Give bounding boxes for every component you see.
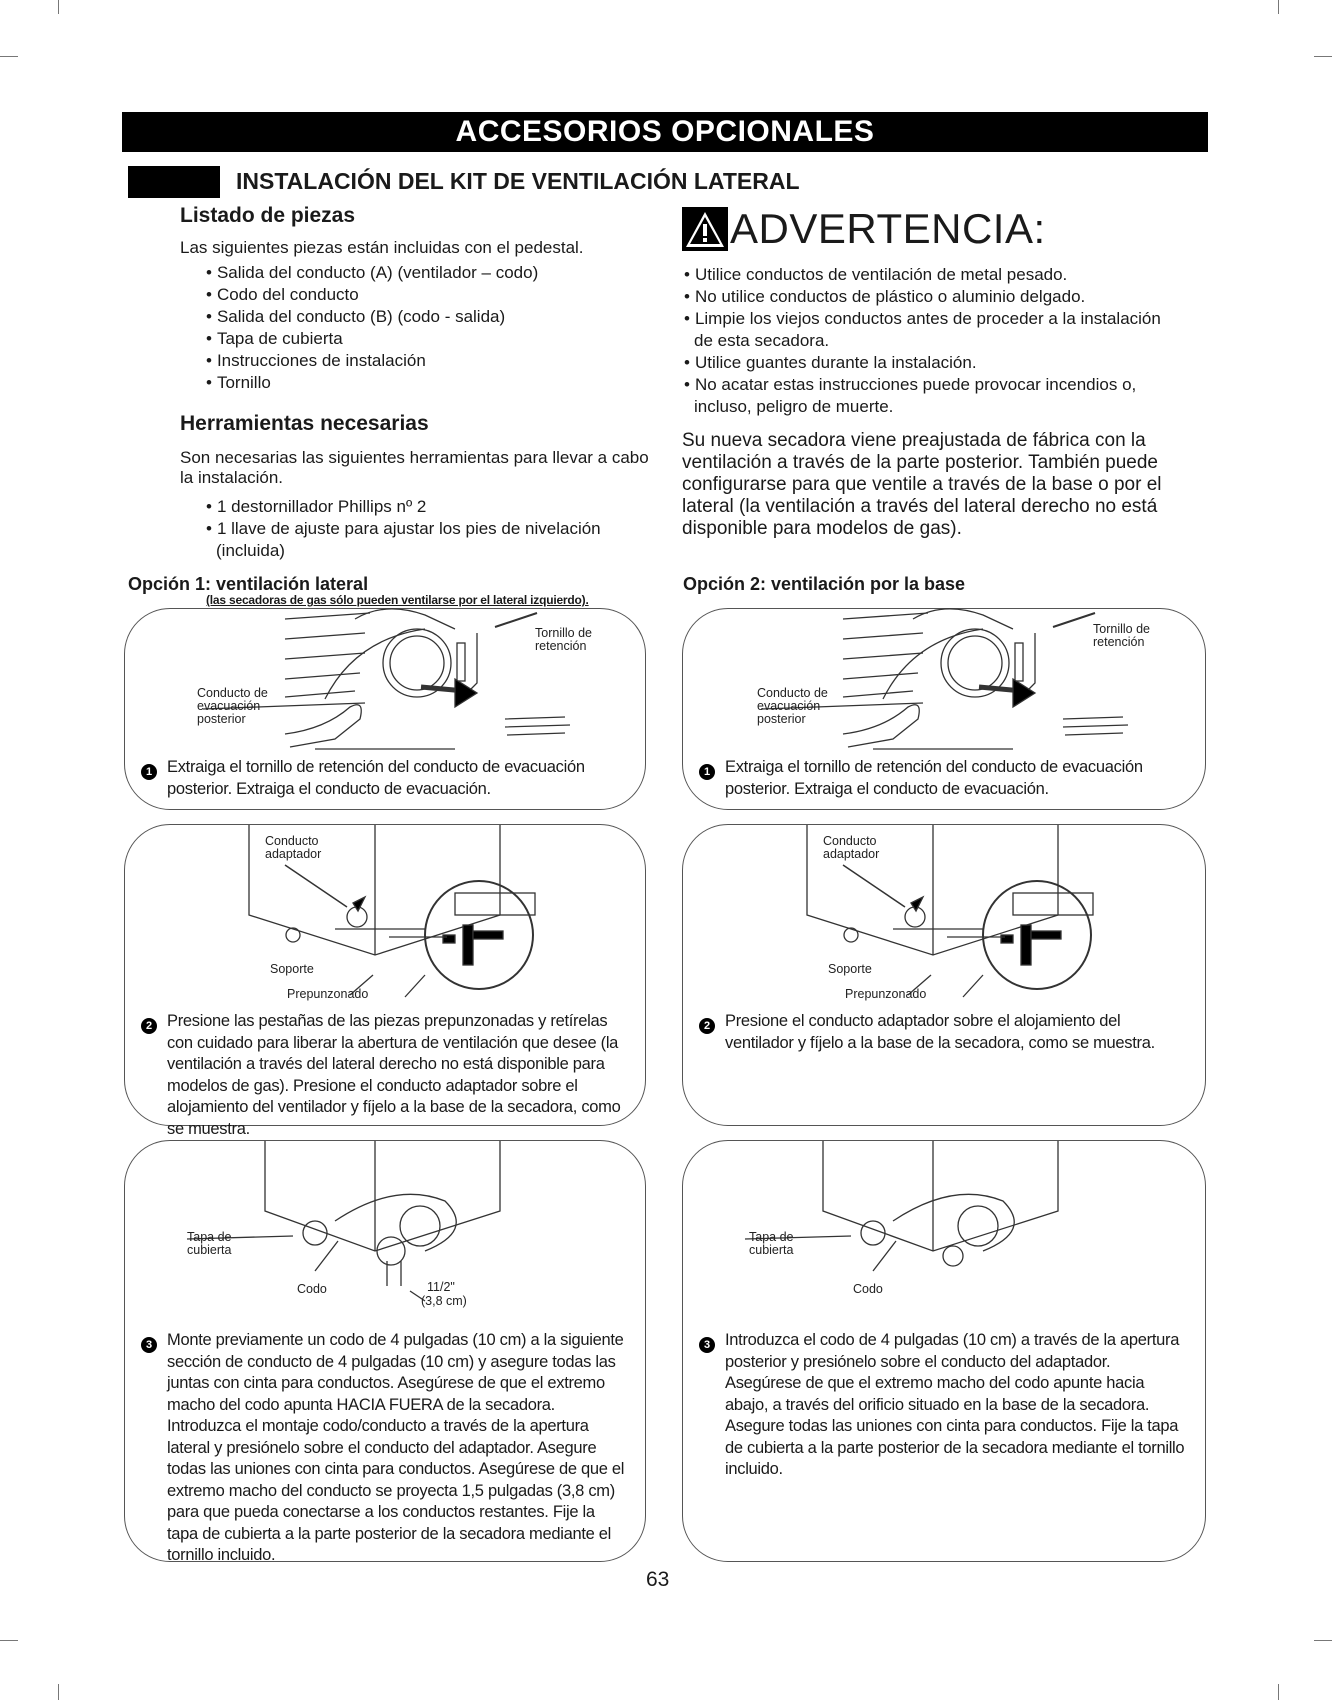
option1-step2-panel xyxy=(124,824,646,1138)
warning-section xyxy=(682,206,1202,540)
step-number: 2 xyxy=(141,1018,157,1034)
list-item: • Utilice conductos de ventilación de metal pesado. xyxy=(682,264,1182,286)
label-knockout: Prepunzonado xyxy=(287,987,369,1001)
list-item: • Salida del conducto (B) (codo - salida) xyxy=(204,306,650,328)
list-item: • Instrucciones de instalación xyxy=(204,350,650,372)
label-support: Soporte xyxy=(270,962,314,976)
list-item: • No acatar estas instrucciones puede provocar incendios o, incluso, peligro de muerte. xyxy=(682,374,1182,418)
step-text: Extraiga el tornillo de retención del conducto de evacuación posterior. Extraiga el conducto de evacuación. xyxy=(725,758,1143,798)
label-cover: Tapa de cubierta xyxy=(749,1230,794,1257)
option2-step3-panel xyxy=(682,1140,1206,1562)
step-number: 1 xyxy=(141,764,157,780)
step-number: 3 xyxy=(141,1337,157,1353)
label-cover: Tapa de cubierta xyxy=(187,1230,232,1257)
parts-heading: Listado de piezas xyxy=(180,204,356,227)
label-elbow: Codo xyxy=(297,1282,327,1296)
tools-heading: Herramientas necesarias xyxy=(180,412,429,435)
crop-mark xyxy=(1278,1684,1279,1700)
warning-title: ADVERTENCIA: xyxy=(730,205,1046,252)
label-adapter: Conducto adaptador xyxy=(265,834,322,861)
label-duct: Conducto de evacuación posterior xyxy=(197,686,268,726)
step-text: Introduzca el codo de 4 pulgadas (10 cm) a través de la apertura posterior y presiónelo sobre el conducto del adaptador. Asegúrese de que el extremo macho del codo apunte hacia abajo, a través del orificio situado en la base de la secadora. Asegure todas las uniones con cinta para conductos. Fije la tapa de cubierta a la parte posterior de la secadora mediante el tornillo incluido. xyxy=(725,1331,1185,1478)
step-text: Presione el conducto adaptador sobre el alojamiento del ventilador y fíjelo a la base de la secadora, como se muestra. xyxy=(725,1012,1155,1052)
crop-mark xyxy=(58,0,59,14)
option2-step1-panel xyxy=(682,608,1206,810)
label-measure: 11/2" xyxy=(427,1280,455,1294)
option2-title: Opción 2: ventilación por la base xyxy=(683,574,966,594)
list-item: • 1 llave de ajuste para ajustar los pies de nivelación (incluida) xyxy=(204,518,624,562)
label-measure-cm: (3,8 cm) xyxy=(421,1294,467,1308)
tools-section xyxy=(180,412,650,562)
option1-step1-panel xyxy=(124,608,646,810)
label-screw: Tornillo de retención xyxy=(1093,622,1150,649)
page-banner: ACCESORIOS OPCIONALES xyxy=(122,112,1208,152)
crop-mark xyxy=(58,1684,59,1700)
option2-step2-panel xyxy=(682,824,1206,1126)
label-elbow: Codo xyxy=(853,1282,883,1296)
step-text: Extraiga el tornillo de retención del conducto de evacuación posterior. Extraiga el conducto de evacuación. xyxy=(167,758,585,798)
page-number: 63 xyxy=(646,1568,670,1591)
crop-mark xyxy=(0,1640,18,1641)
label-adapter: Conducto adaptador xyxy=(823,834,880,861)
step-number: 3 xyxy=(699,1337,715,1353)
step-text: Presione las pestañas de las piezas prepunzonadas y retírelas con cuidado para liberar la abertura de ventilación que desee (la ventilación a través del lateral derecho no está disponible para modelos de gas). Presione el conducto adaptador sobre el alojamiento del ventilador y fíjelo a la base de la secadora, como se muestra. xyxy=(167,1012,621,1138)
parts-list xyxy=(204,262,650,394)
crop-mark xyxy=(1278,0,1279,14)
parts-intro: Las siguientes piezas están incluidas con el pedestal. xyxy=(180,238,584,257)
label-knockout: Prepunzonado xyxy=(845,987,927,1001)
list-item: • Tornillo xyxy=(204,372,650,394)
parts-section xyxy=(180,204,650,394)
label-duct: Conducto de evacuación posterior xyxy=(757,686,828,726)
warning-note: Su nueva secadora viene preajustada de fábrica con la ventilación a través de la parte posterior. También puede configurarse para que ventile a través de la base o por el lateral (la ventilación a través del lateral derecho no está disponible para modelos de gas). xyxy=(682,430,1162,539)
list-item: • Tapa de cubierta xyxy=(204,328,650,350)
warning-list xyxy=(682,264,1182,418)
list-item: • Utilice guantes durante la instalación. xyxy=(682,352,1182,374)
list-item: • Salida del conducto (A) (ventilador – codo) xyxy=(204,262,650,284)
crop-mark xyxy=(1314,56,1332,57)
list-item: • Codo del conducto xyxy=(204,284,650,306)
section-title: INSTALACIÓN DEL KIT DE VENTILACIÓN LATERAL xyxy=(236,168,800,194)
step-number: 2 xyxy=(699,1018,715,1034)
section-marker xyxy=(128,166,220,198)
tools-list xyxy=(204,496,624,562)
option1-note: (las secadoras de gas sólo pueden ventilarse por el lateral izquierdo). xyxy=(206,593,589,607)
list-item: • No utilice conductos de plástico o aluminio delgado. xyxy=(682,286,1182,308)
list-item: • 1 destornillador Phillips nº 2 xyxy=(204,496,624,518)
option1-step3-panel xyxy=(124,1140,646,1562)
label-screw: Tornillo de retención xyxy=(535,626,592,653)
step-text: Monte previamente un codo de 4 pulgadas (10 cm) a la siguiente sección de conducto de 4 pulgadas (10 cm) y asegure todas las juntas con cinta para conductos. Asegúrese de que el extremo macho del codo apunta HACIA FUERA de la secadora. Introduzca el montaje codo/conducto a través de la apertura lateral y presiónelo sobre el conducto del adaptador. Asegure todas las uniones con cinta para conductos. Asegúrese de que el extremo macho del conducto se proyecta 1,5 pulgadas (3,8 cm) para que pueda conectarse a los conductos restantes. Fije la tapa de cubierta a la parte posterior de la secadora mediante el tornillo incluido. xyxy=(167,1331,625,1564)
crop-mark xyxy=(0,56,18,57)
list-item: • Limpie los viejos conductos antes de proceder a la instalación de esta secadora. xyxy=(682,308,1182,352)
crop-mark xyxy=(1314,1640,1332,1641)
warning-icon xyxy=(682,207,728,251)
option1-title: Opción 1: ventilación lateral xyxy=(128,574,369,594)
label-support: Soporte xyxy=(828,962,872,976)
tools-intro: Son necesarias las siguientes herramientas para llevar a cabo la instalación. xyxy=(180,448,649,487)
step-number: 1 xyxy=(699,764,715,780)
adapter-duct-illustration xyxy=(683,825,1205,1125)
